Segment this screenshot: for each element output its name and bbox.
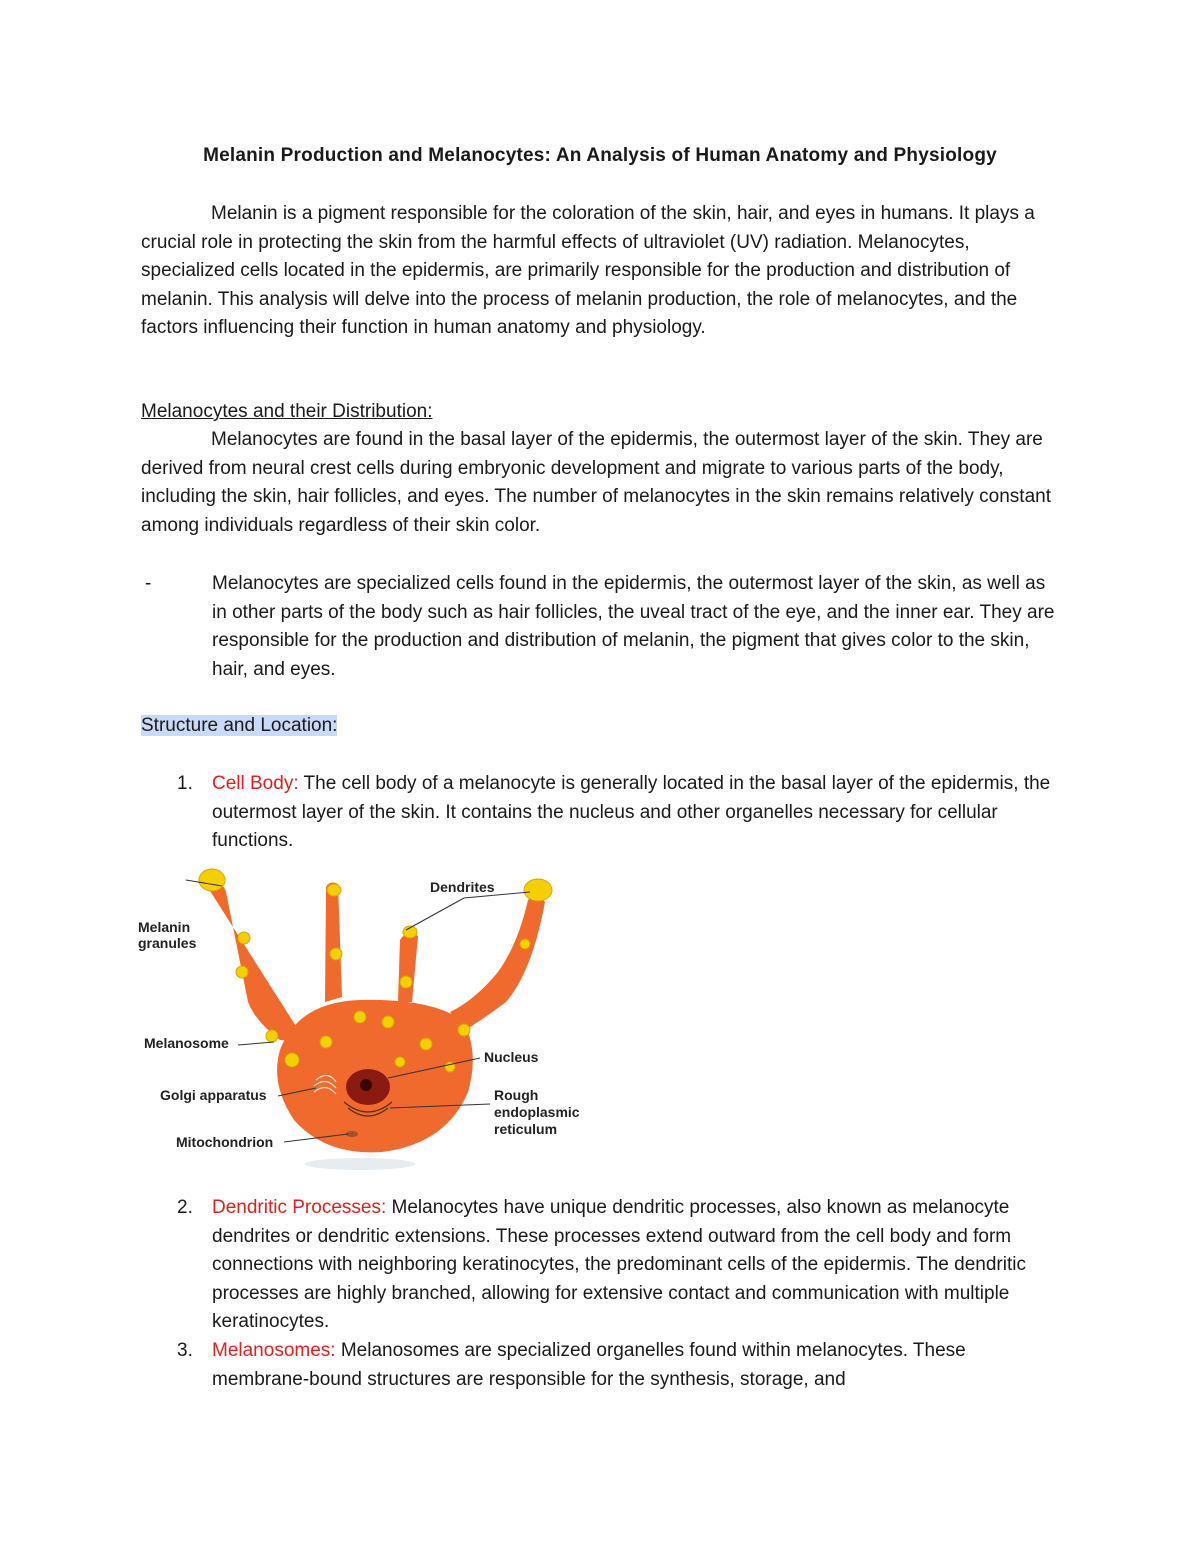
section-heading-structure — [141, 712, 337, 741]
list-number: 3. — [177, 1340, 193, 1361]
label-golgi: Golgi apparatus — [160, 1087, 267, 1103]
list-item — [141, 770, 1061, 856]
list-number: 1. — [177, 773, 193, 794]
list-term: Dendritic Processes: — [212, 1197, 387, 1218]
label-reticulum: reticulum — [494, 1121, 558, 1137]
diagram-shadow — [305, 1158, 415, 1170]
list-description: Melanocytes have unique dendritic processes, also known as melanocyte dendrites or dendritic extensions. These processes extend outward from the cell body and form connections with neighboring keratinocytes, the predominant cells of the epidermis. The dendritic processes are highly branched, allowing for extensive contact and communication with multiple keratinocytes. — [212, 1197, 1026, 1333]
highlighted-heading: Structure and Location: — [141, 715, 338, 736]
list-term: Cell Body: — [212, 773, 299, 794]
list-text — [212, 770, 1061, 856]
list-item — [141, 1194, 1061, 1337]
document-title: Melanin Production and Melanocytes: An Analysis of Human Anatomy and Physiology — [203, 145, 997, 166]
label-dendrites: Dendrites — [430, 879, 495, 895]
label-granules: granules — [138, 935, 197, 951]
label-rough: Rough — [494, 1087, 539, 1103]
melanocyte-diagram — [130, 852, 600, 1192]
list-text — [212, 1337, 1061, 1394]
label-nucleus: Nucleus — [484, 1049, 539, 1065]
list-term: Melanosomes: — [212, 1340, 336, 1361]
label-melanosome: Melanosome — [144, 1035, 229, 1051]
bullet-text: Melanocytes are specialized cells found in the epidermis, the outermost layer of the skin, as well as in other parts of the body such as hair follicles, the uveal tract of the eye, and the inner ear. They are responsible for the production and distribution of melanin, the pigment that gives color to the skin, hair, and eyes. — [212, 573, 1055, 680]
list-description: The cell body of a melanocyte is generally located in the basal layer of the epidermis, the outermost layer of the skin. It contains the nucleus and other organelles necessary for cellular functions. — [212, 773, 1051, 852]
section-heading-distribution: Melanocytes and their Distribution: — [141, 401, 433, 422]
list-item — [141, 1337, 1061, 1394]
list-text — [212, 1194, 1061, 1337]
label-melanin: Melanin — [138, 919, 191, 935]
bullet-marker: - — [145, 573, 152, 594]
distribution-paragraph: Melanocytes are found in the basal layer of the epidermis, the outermost layer of the skin. They are derived from neural crest cells during embryonic development and migrate to various parts of the body, including the skin, hair follicles, and eyes. The number of melanocytes in the skin remains relatively constant among individuals regardless of their skin color. — [141, 429, 1051, 536]
bullet-item — [141, 570, 1061, 684]
nucleus-icon — [346, 1069, 390, 1105]
label-mitochondrion: Mitochondrion — [176, 1134, 274, 1150]
list-description: Melanosomes are specialized organelles found within melanocytes. These membrane-bound structures are responsible for the synthesis, storage, and — [212, 1340, 966, 1390]
label-endoplasmic: endoplasmic — [494, 1104, 580, 1120]
intro-paragraph: Melanin is a pigment responsible for the coloration of the skin, hair, and eyes in humans. It plays a crucial role in protecting the skin from the harmful effects of ultraviolet (UV) radiation. Melanocytes, specialized cells located in the epidermis, are primarily responsible for the production and distribution of melanin. This analysis will delve into the process of melanin production, the role of melanocytes, and the factors influencing their function in human anatomy and physiology. — [141, 203, 1035, 339]
list-number: 2. — [177, 1197, 193, 1218]
